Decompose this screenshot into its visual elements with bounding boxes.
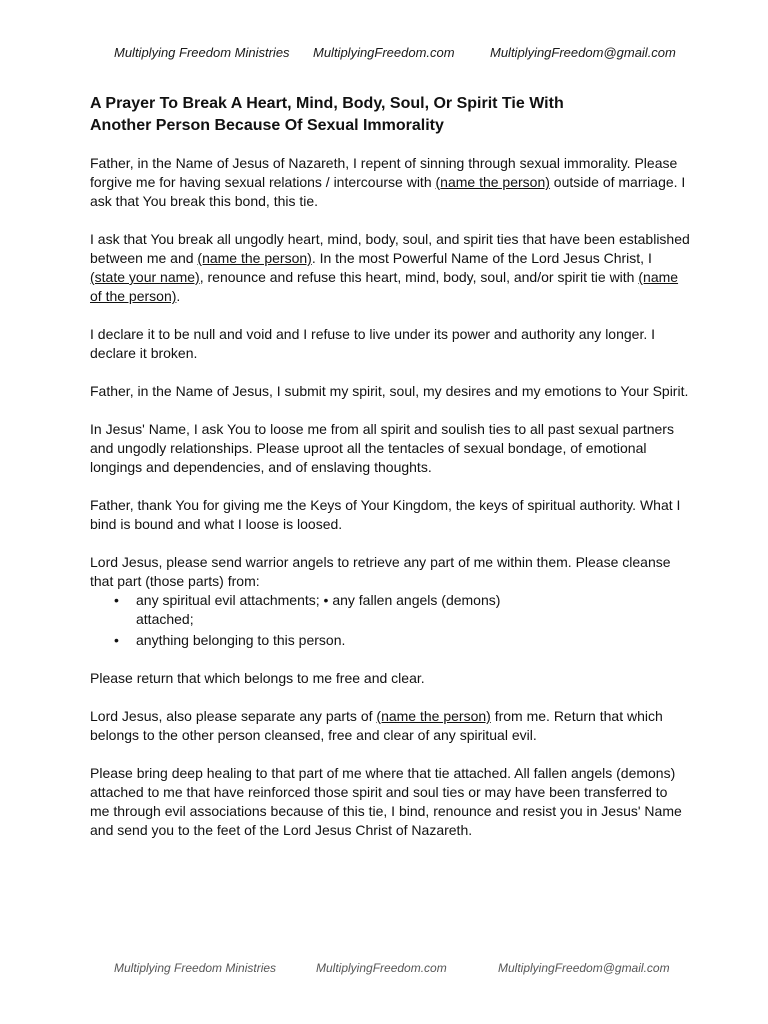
header-ministry-name: Multiplying Freedom Ministries bbox=[114, 45, 290, 60]
document-title bbox=[90, 93, 690, 137]
cleanse-list bbox=[90, 591, 690, 650]
text-segment: . bbox=[176, 288, 181, 304]
page-footer bbox=[0, 961, 768, 981]
bullet-icon: • bbox=[114, 592, 119, 608]
list-item bbox=[114, 631, 690, 650]
text-segment: Father, in the Name of Jesus of Nazareth, I repent of sinning through sexual immorality. Please forgive me for having sexual relations / intercourse with bbox=[90, 155, 678, 190]
paragraph-warrior-angels: Lord Jesus, please send warrior angels to retrieve any part of me within them. Please cleanse that part (those parts) from: bbox=[90, 554, 671, 589]
text-segment: outside of marriage. I ask that You break this bond, this tie. bbox=[90, 174, 686, 209]
paragraph-loose-ties: In Jesus' Name, I ask You to loose me from all spirit and soulish ties to all past sexual partners and ungodly relationships. Please uproot all the tentacles of sexual bondage, of emotional longings and dependencies, and of enslaving thoughts. bbox=[90, 421, 674, 475]
paragraph-break-ties bbox=[90, 230, 690, 306]
footer-ministry-name: Multiplying Freedom Ministries bbox=[114, 961, 277, 975]
placeholder-state-your-name: (state your name) bbox=[90, 269, 200, 285]
prayer-body bbox=[90, 154, 690, 859]
text-segment: . In the most Powerful Name of the Lord Jesus Christ, I bbox=[311, 250, 652, 266]
list-item-text: any spiritual evil attachments; • any fallen angels (demons) attached; bbox=[136, 592, 501, 627]
footer-website: MultiplyingFreedom.com bbox=[316, 961, 447, 975]
paragraph-deep-healing: Please bring deep healing to that part of me where that tie attached. All fallen angels (demons) attached to me that have reinforced those spirit and soul ties or may have been transferred to me through evil associations because of this tie, I bind, renounce and resist you in Jesus' Name and send you to the feet of the Lord Jesus Christ of Nazareth. bbox=[90, 765, 682, 838]
paragraph-declare-void: I declare it to be null and void and I refuse to live under its power and authority any longer. I declare it broken. bbox=[90, 326, 656, 361]
paragraph-keys-of-kingdom: Father, thank You for giving me the Keys of Your Kingdom, the keys of spiritual authority. What I bind is bound and what I loose is loosed. bbox=[90, 497, 681, 532]
placeholder-name-of-the-person: (name of the person) bbox=[90, 269, 679, 304]
footer-email: MultiplyingFreedom@gmail.com bbox=[498, 961, 670, 975]
placeholder-name-the-person: (name the person) bbox=[197, 250, 312, 266]
title-line-1: A Prayer To Break A Heart, Mind, Body, Soul, Or Spirit Tie With bbox=[90, 95, 564, 112]
paragraph-return-free: Please return that which belongs to me free and clear. bbox=[90, 670, 425, 686]
paragraph-submit-spirit: Father, in the Name of Jesus, I submit my spirit, soul, my desires and my emotions to Your Spirit. bbox=[90, 383, 689, 399]
header-email: MultiplyingFreedom@gmail.com bbox=[490, 45, 676, 60]
paragraph-repentance bbox=[90, 154, 690, 211]
paragraph-separate-parts bbox=[90, 707, 690, 745]
list-item bbox=[114, 591, 690, 629]
text-segment: , renounce and refuse this heart, mind, body, soul, and/or spirit tie with bbox=[199, 269, 639, 285]
page-header bbox=[0, 45, 768, 65]
placeholder-name-the-person: (name the person) bbox=[376, 708, 491, 724]
title-line-2: Another Person Because Of Sexual Immorality bbox=[90, 117, 444, 134]
text-segment: Lord Jesus, also please separate any parts of bbox=[90, 708, 377, 724]
bullet-icon: • bbox=[114, 632, 119, 648]
placeholder-name-the-person: (name the person) bbox=[435, 174, 550, 190]
list-item-text: anything belonging to this person. bbox=[136, 632, 346, 648]
header-website: MultiplyingFreedom.com bbox=[313, 45, 455, 60]
text-segment: I ask that You break all ungodly heart, mind, body, soul, and spirit ties that have been established between me and bbox=[90, 231, 690, 266]
text-segment: from me. Return that which belongs to the other person cleansed, free and clear of any spiritual evil. bbox=[90, 708, 663, 743]
